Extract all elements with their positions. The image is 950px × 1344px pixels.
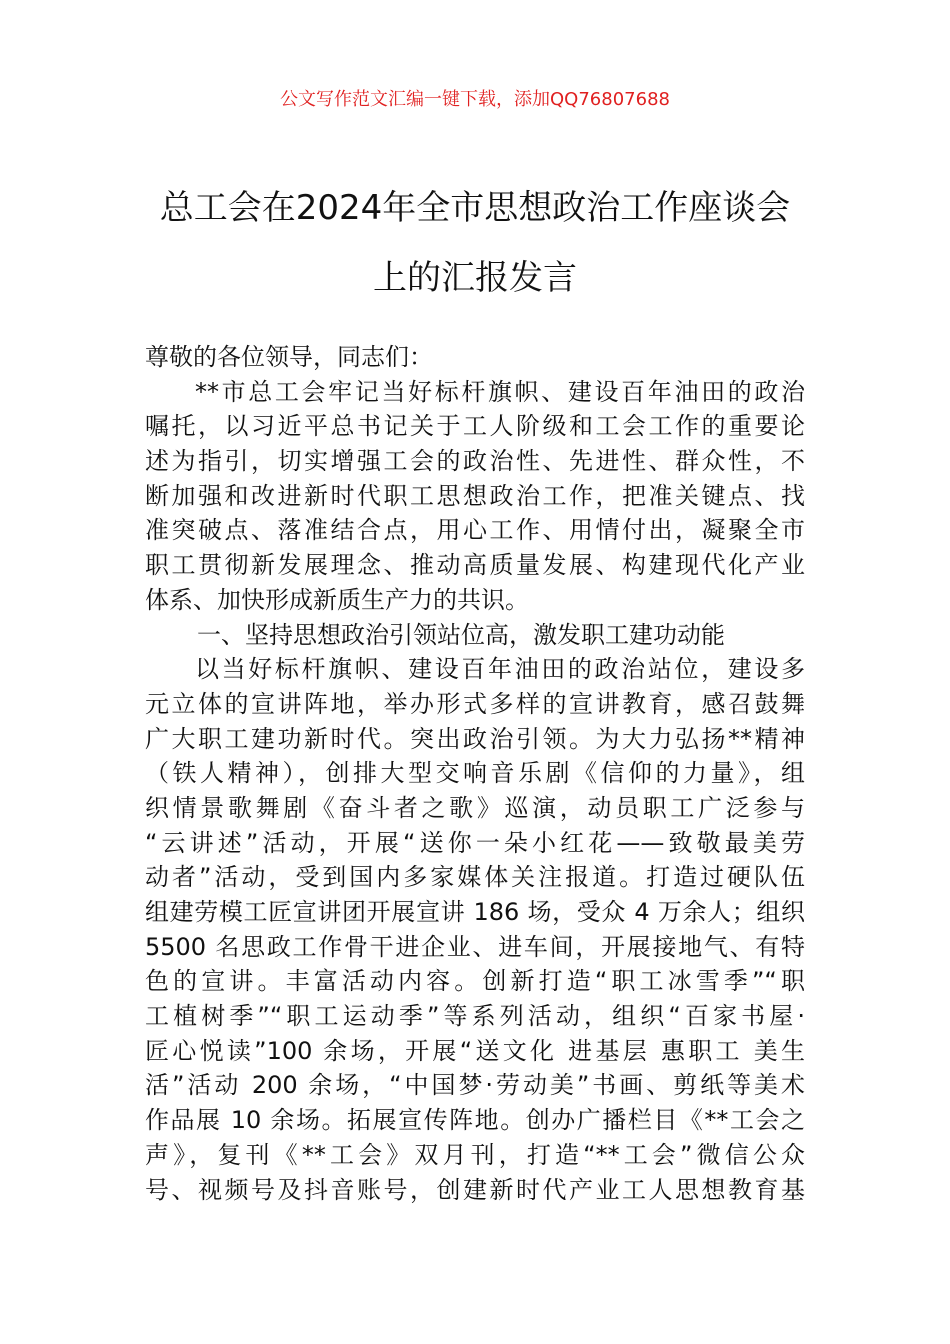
text-line: 匠心悦读”100 余场，开展“送文化 进基层 惠职工 美生 (145, 1036, 805, 1065)
text-line: 5500 名思政工作骨干进企业、进车间，开展接地气、有特 (145, 932, 805, 961)
text-line: “云讲述”活动，开展“送你一朵小红花——致敬最美劳 (145, 828, 805, 857)
text-line: 声》，复刊《**工会》双月刊，打造“**工会”微信公众 (145, 1140, 805, 1169)
download-note: 公文写作范文汇编一键下载，添加QQ76807688 (280, 89, 670, 110)
text-line: 工植树季”“职工运动季”等系列活动，组织“百家书屋· (145, 1002, 805, 1031)
text-line: 断加强和改进新时代职工思想政治工作，把准关键点、找 (145, 481, 805, 510)
text-line: 号、视频号及抖音账号，创建新时代产业工人思想教育基 (145, 1175, 805, 1204)
document-title-line-1: 总工会在2024年全市思想政治工作座谈会 (159, 188, 791, 228)
text-line: 元立体的宣讲阵地，举办形式多样的宣讲教育，感召鼓舞 (145, 689, 805, 718)
text-line: 准突破点、落准结合点，用心工作、用情付出，凝聚全市 (145, 516, 805, 545)
document-title-line-2: 上的汇报发言 (373, 258, 577, 298)
text-line: 色的宣讲。丰富活动内容。创新打造“职工冰雪季”“职 (145, 967, 805, 996)
text-line: 嘱托，以习近平总书记关于工人阶级和工会工作的重要论 (145, 412, 805, 441)
text-line: （铁人精神），创排大型交响音乐剧《信仰的力量》，组 (145, 759, 805, 788)
text-line: 动者”活动，受到国内多家媒体关注报道。打造过硬队伍 (145, 863, 805, 892)
text-line: 广大职工建功新时代。突出政治引领。为大力弘扬**精神 (145, 724, 805, 753)
text-line: 述为指引，切实增强工会的政治性、先进性、群众性，不 (145, 447, 805, 476)
text-line: 职工贯彻新发展理念、推动高质量发展、构建现代化产业 (145, 551, 805, 580)
text-line: **市总工会牢记当好标杆旗帜、建设百年油田的政治 (195, 377, 805, 406)
text-line: 活”活动 200 余场，“中国梦·劳动美”书画、剪纸等美术 (145, 1071, 805, 1100)
text-line: 作品展 10 余场。拓展宣传阵地。创办广播栏目《**工会之 (145, 1106, 805, 1135)
text-line: 组建劳模工匠宣讲团开展宣讲 186 场，受众 4 万余人；组织 (145, 898, 805, 926)
section-heading: 一、坚持思想政治引领站位高，激发职工建功动能 (197, 620, 725, 649)
text-line: 织情景歌舞剧《奋斗者之歌》巡演，动员职工广泛参与 (145, 793, 805, 822)
document-body (145, 340, 805, 1207)
salutation: 尊敬的各位领导，同志们： (145, 343, 433, 371)
text-line: 以当好标杆旗帜、建设百年油田的政治站位，建设多 (195, 655, 805, 684)
text-line: 体系、加快形成新质生产力的共识。 (145, 585, 529, 614)
